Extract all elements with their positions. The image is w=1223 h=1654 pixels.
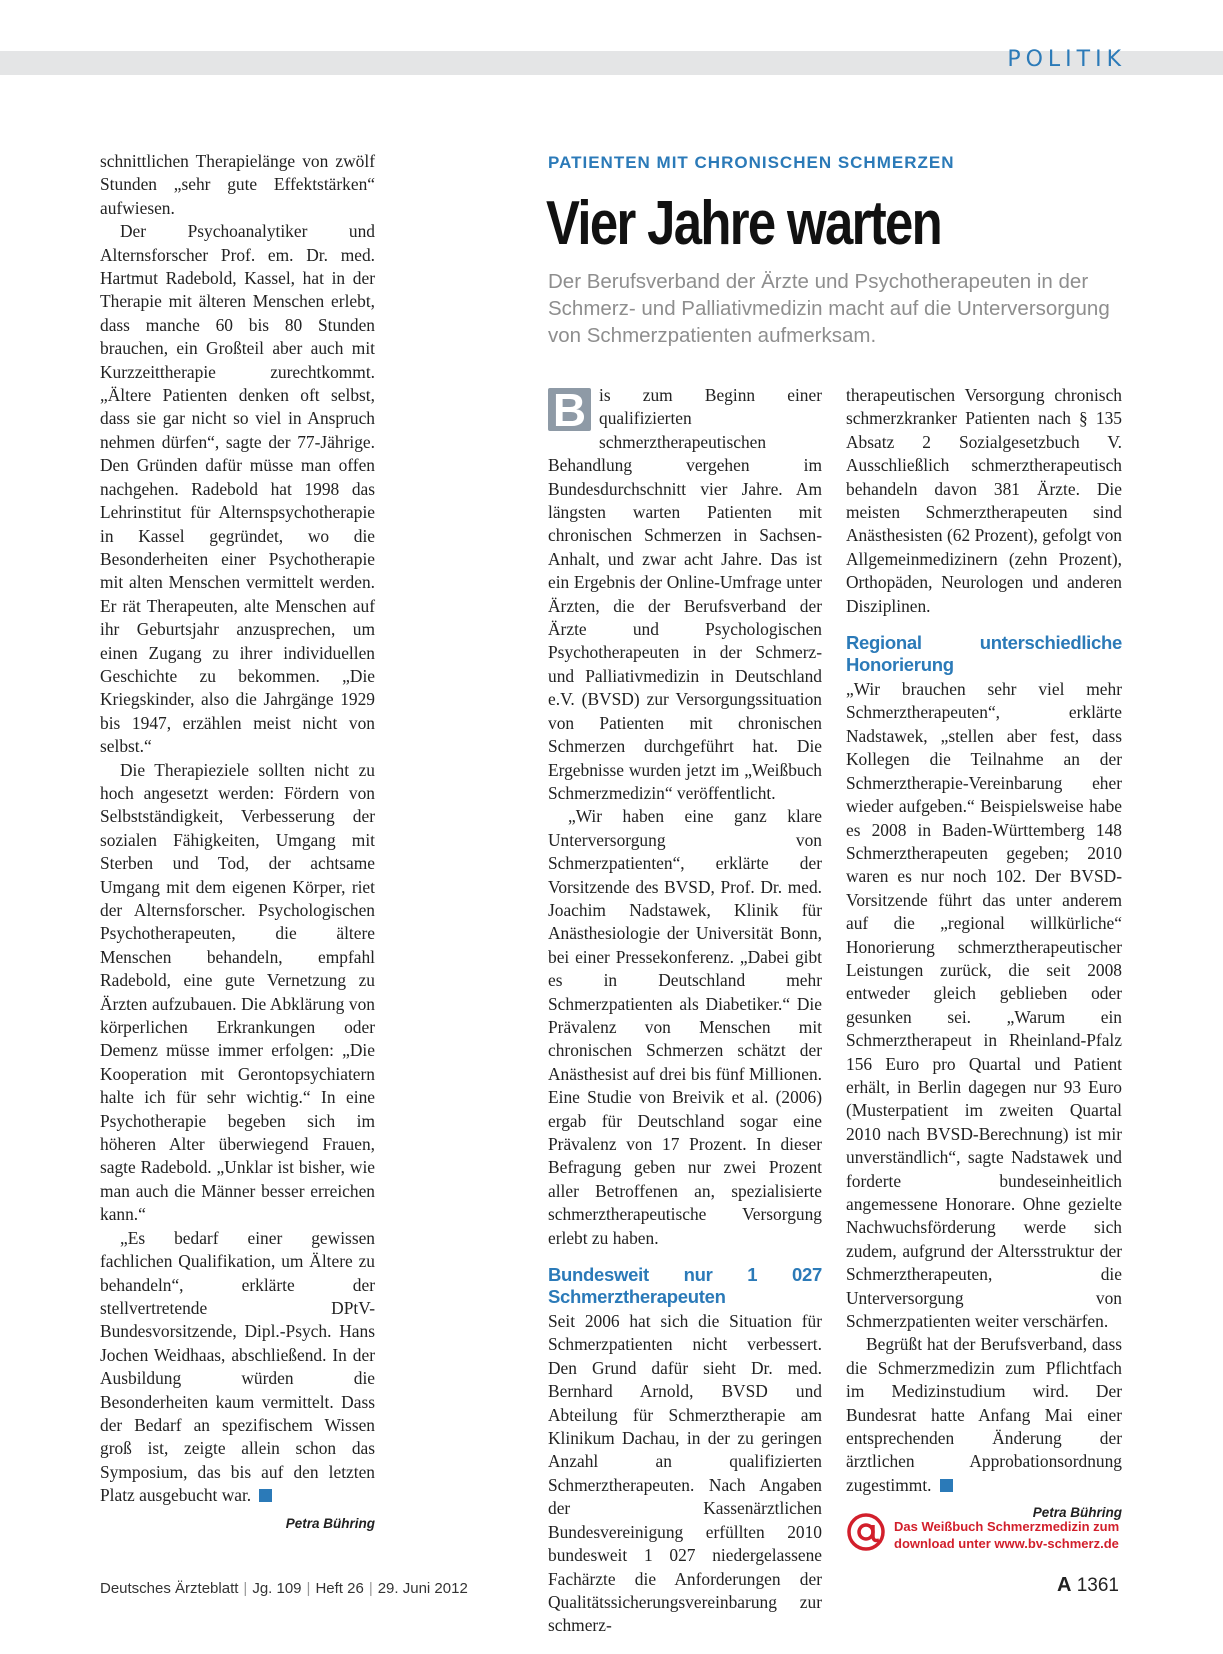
subheading: Regional unterschiedliche Honorierung <box>846 632 1122 676</box>
column-left <box>100 150 375 1535</box>
info-line: Das Weißbuch Schmerzmedizin zum <box>894 1519 1120 1534</box>
article-kicker: PATIENTEN MIT CHRONISCHEN SCHMERZEN <box>548 153 955 172</box>
divider: | <box>243 1580 248 1597</box>
paragraph <box>548 384 822 805</box>
download-infobox[interactable] <box>846 1512 1136 1558</box>
paragraph: Der Psychoanalytiker und Alternsforscher Prof. em. Dr. med. Hartmut Radebold, Kassel, hat in der Therapie mit älteren Menschen erlebt, dass manche 60 bis 80 Stunden brauchen, ein Großteil aber auch mit Kurzzeittherapie zurechtkommt. „Ältere Patienten denken oft selbst, dass sie gar nicht so viel in Anspruch nehmen dürfen“, sagte der 77-Jährige. Den Gründen dafür müsse man offen nachgehen. Radebold hat 1998 das Lehrinstitut für Alternspsychotherapie in Kassel gegründet, wo die Besonderheiten einer Psychotherapie mit alten Menschen vermittelt werden. Er rät Therapeuten, alte Menschen auf ihr Geburtsjahr anzusprechen, um einen Zugang zu ihrer individuellen Geschichte zu bekommen. „Die Kriegskinder, also die Jahrgänge 1929 bis 1947, erzählen meist nicht von selbst.“ <box>100 221 375 757</box>
end-mark-icon <box>259 1489 272 1502</box>
paragraph: schnittlichen Therapielänge von zwölf Stunden „sehr gute Effektstärken“ aufwiesen. <box>100 151 375 218</box>
section-label: POLITIK <box>1007 47 1126 72</box>
page-number-value: 1361 <box>1076 1575 1119 1596</box>
divider: | <box>306 1580 311 1597</box>
download-info-text[interactable] <box>894 1518 1119 1552</box>
paragraph: „Wir brauchen sehr viel mehr Schmerztherapeuten“, erklärte Nadstawek, „stellen aber fest, dass Kollegen die Teilnahme an der Schmerztherapie-Vereinbarung eher wieder aufgeben.“ Beispielsweise habe es 2008 in Baden-Württemberg 148 Schmerztherapeuten gegeben; 2010 waren es nur noch 102. Der BVSD-Vorsitzende führt das unter anderem auf die „regional willkürliche“ Honorierung schmerztherapeutischer Leistungen zurück, die seit 2008 entweder gleich geblieben oder gesunken sei. „Warum ein Schmerztherapeut in Rheinland-Pfalz 156 Euro pro Quartal und Patient erhält, in Berlin dagegen nur 93 Euro (Musterpatient im zweiten Quartal 2010 nach BVSD-Berechnung) ist mir unverständlich“, sagte Nadstawek und forderte bundeseinheitlich angemessene Honorare. Ohne gezielte Nachwuchsförderung werde sich zudem, aufgrund der Altersstruktur der Schmerztherapeuten, die Unterversorgung von Schmerzpatienten weiter verschärfen. <box>846 679 1122 1332</box>
divider: | <box>368 1580 373 1597</box>
author-byline: Petra Bühring <box>285 1515 375 1531</box>
paragraph <box>100 1227 375 1508</box>
paragraph: Seit 2006 hat sich die Situation für Schmerzpatienten nicht verbessert. Den Grund dafür sieht Dr. med. Bernhard Arnold, BVSD und Abteilung für Schmerztherapie am Klinikum Dachau, in der zu geringen Anzahl an qualifizierten Schmerztherapeuten. Nach Angaben der Kassenärztlichen Bundesvereinigung erfüllten 2010 bundesweit 1 027 niedergelassene Fachärzte die Anforderungen der Qualitätssicherungsvereinbarung zur schmerz- <box>548 1311 822 1636</box>
page-number <box>1057 1574 1119 1597</box>
column-right <box>846 384 1122 1525</box>
issue-date: 29. Juni 2012 <box>377 1580 468 1597</box>
footer-citation <box>100 1580 468 1597</box>
end-mark-icon <box>940 1479 953 1492</box>
paragraph <box>846 1333 1122 1497</box>
paragraph-text: is zum Beginn einer qualifizierten schmerztherapeutischen Behandlung vergehen im Bundesdurchschnitt vier Jahre. Am längsten warten Patienten mit chronischen Schmerzen in Sachsen-Anhalt, und zwar acht Jahre. Das ist ein Ergebnis der Online-Umfrage unter Ärzten, die der Berufsverband der Ärzte und Psychologischen Psychotherapeuten in der Schmerz- und Palliativmedizin in Deutschland e.V. (BVSD) zur Versorgungssituation von Patienten mit chronischen Schmerzen durchgeführt hat. Die Ergebnisse wurden jetzt im „Weißbuch Schmerzmedizin“ veröffentlicht. <box>548 385 822 803</box>
article-lead: Der Berufsverband der Ärzte und Psychotherapeuten in der Schmerz- und Palliativmedizin macht auf die Unterversorgung von Schmerzpatienten aufmerksam. <box>548 270 1110 347</box>
paragraph-text: Begrüßt hat der Berufsverband, dass die Schmerzmedizin zum Pflichtfach im Medizinstudium wird. Der Bundesrat hatte Anfang Mai einer entsprechenden Änderung der ärztlichen Approbationsordnung zugestimmt. <box>846 1334 1122 1495</box>
drop-cap: B <box>548 388 591 431</box>
paragraph: „Wir haben eine ganz klare Unterversorgung von Schmerzpatienten“, erklärte der Vorsitzende des BVSD, Prof. Dr. med. Joachim Nadstawek, Klinik für Anästhesiologie der Universität Bonn, bei einer Pressekonferenz. „Dabei gibt es in Deutschland mehr Schmerzpatienten als Diabetiker.“ Die Prävalenz von Menschen mit chronischen Schmerzen schätzt der Anästhesist auf drei bis fünf Millionen. Eine Studie von Breivik et al. (2006) ergab für Deutschland sogar eine Prävalenz von 17 Prozent. In dieser Befragung geben nur zwei Prozent aller Betroffenen an, spezialisierte schmerztherapeutische Versorgung erlebt zu haben. <box>548 806 822 1248</box>
issue: Heft 26 <box>315 1580 364 1597</box>
article-title: Vier Jahre warten <box>546 189 942 258</box>
page-prefix: A <box>1056 1574 1072 1596</box>
info-link[interactable]: download unter www.bv-schmerz.de <box>894 1536 1119 1551</box>
paragraph: Die Therapieziele sollten nicht zu hoch angesetzt werden: Fördern von Selbstständigkeit, Verbesserung der sozialen Fähigkeiten, Umgang mit Sterben und Tod, der achtsame Umgang mit dem eigenen Körper, riet der Alternsforscher. Psychologischen Psychotherapeuten, die ältere Menschen behandeln, empfahl Radebold, eine gute Vernetzung zu Ärzten aufzubauen. Die Abklärung von körperlichen Erkrankungen oder Demenz müsse immer erfolgen: „Die Kooperation mit Gerontopsychiatern halte ich für sehr wichtig.“ In eine Psychotherapie begeben sich im höheren Alter überwiegend Frauen, sagte Radebold. „Unklar ist bisher, wie man auch die Männer besser erreichen kann.“ <box>100 759 375 1225</box>
volume: Jg. 109 <box>252 1580 302 1597</box>
at-sign-icon <box>846 1512 886 1552</box>
journal-name: Deutsches Ärzteblatt <box>100 1580 239 1597</box>
paragraph-text: „Es bedarf einer gewissen fachlichen Qualifikation, um Ältere zu behandeln“, erklärte der stellvertretende DPtV-Bundesvorsitzende, Dipl.-Psych. Hans Jochen Weidhaas, abschließend. In der Ausbildung würden die Besonderheiten kaum vermittelt. Dass der Bedarf an spezifischem Wissen groß ist, zeigte allein schon das Symposium, das bis auf den letzten Platz ausgebucht war. <box>100 1227 375 1506</box>
author-byline: Petra Bühring <box>1032 1505 1122 1521</box>
column-middle <box>548 384 822 1638</box>
subheading: Bundesweit nur 1 027 Schmerztherapeuten <box>548 1264 822 1308</box>
paragraph: therapeutischen Versorgung chronisch schmerzkranker Patienten nach § 135 Absatz 2 Sozialgesetzbuch V. Ausschließlich schmerztherapeutisch behandeln davon 381 Ärzte. Die meisten Schmerztherapeuten sind Anästhesisten (62 Prozent), gefolgt von Allgemeinmedizinern (zehn Prozent), Orthopäden, Neurologen und anderen Disziplinen. <box>846 385 1122 616</box>
